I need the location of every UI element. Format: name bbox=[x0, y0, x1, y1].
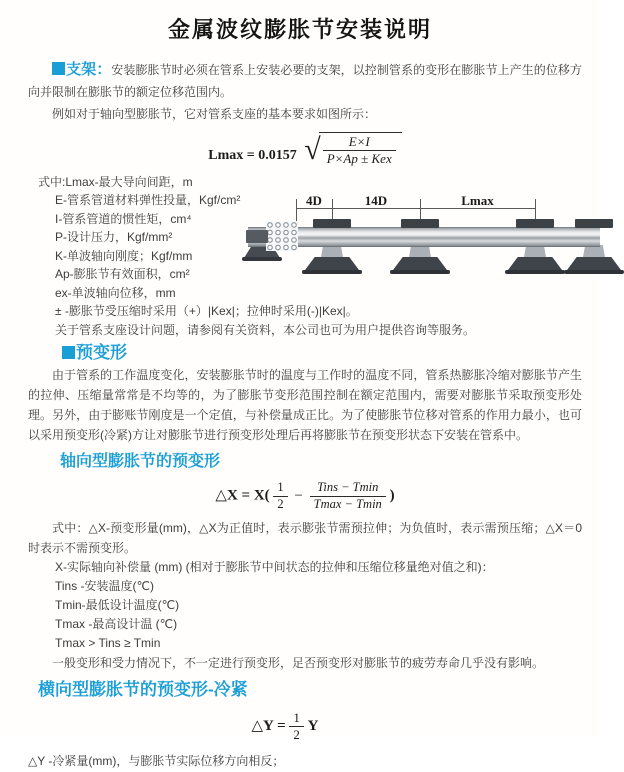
dimension-label-4d: 4D bbox=[306, 193, 322, 208]
pipe-support-diagram bbox=[246, 193, 600, 290]
axial-note-paragraph: 式中：△X-预变形量(mm)，△X为正值时，表示膨张节需预拉伸；为负值时，表示需预压缩；△X＝0时表示不需预变形。 bbox=[28, 520, 582, 555]
half-fraction-numerator: 1 bbox=[289, 711, 304, 727]
definition-line: ex-单波轴向位移，mm bbox=[55, 285, 176, 300]
support-intro-paragraph bbox=[28, 59, 582, 103]
axial-notes-list bbox=[28, 518, 582, 673]
axial-predeform-formula bbox=[28, 481, 582, 512]
lateral-formula-lhs: △Y = bbox=[251, 718, 286, 735]
temp-fraction-denominator: Tmax − Tmin bbox=[313, 497, 382, 512]
lateral-predeform-subheading: 横向型膨胀节的预变形-冷紧 bbox=[38, 679, 248, 699]
support-foot bbox=[302, 270, 362, 274]
blue-square-icon bbox=[62, 346, 75, 359]
predeform-heading-line bbox=[28, 343, 582, 363]
definition-line: P-设计压力，Kgf/mm² bbox=[55, 230, 173, 245]
support-foot bbox=[390, 270, 450, 274]
support-foot bbox=[505, 270, 565, 274]
radical-sign: √ bbox=[304, 132, 321, 166]
temp-fraction-numerator: Tins − Tmin bbox=[310, 481, 386, 497]
support-base bbox=[508, 257, 562, 270]
pipe bbox=[248, 227, 600, 247]
lateral-note-line: △Y -冷紧量(mm)，与膨胀节实际位移方向相反； bbox=[28, 754, 285, 769]
lmax-formula-lhs: Lmax = 0.0157 bbox=[208, 147, 297, 163]
support-example-line: 例如对于轴向型膨胀节，它对管系支座的基本要求如图所示： bbox=[52, 107, 377, 121]
anchor-support-icon bbox=[246, 230, 268, 243]
axial-formula-lhs: △X = X( bbox=[215, 487, 270, 504]
axial-note-line: X-实际轴向补偿量 (mm) (相对于膨胀节中间状态的拉伸和压缩位移量绝对值之和)： bbox=[55, 559, 494, 574]
definition-line: E-管系管道材料弹性投量，Kgf/cm² bbox=[55, 193, 241, 208]
blue-square-icon bbox=[52, 62, 65, 75]
pipe-clamp bbox=[575, 219, 613, 228]
pipe-clamp bbox=[516, 219, 554, 228]
predeform-body-paragraph: 由于管系的工作温度变化，安装膨胀节时的温度与工作时的温度不同，管系热膨胀冷缩对膨胀节产生的拉伸、压缩量常常是不均等的，为了膨胀节变形范围控制在额定范围内，需要对膨胀节采取预变形处理。另外，由于膨账节刚度是一个定值，与补偿量成正比。为了使膨胀节位移对管系的作用力最小，也可以采用预变形(冷紧)方让对膨胀节进行预变形处理后再将膨胀节在预变形状态下安装在管系中。 bbox=[28, 368, 582, 443]
bellows-expansion-joint-icon bbox=[266, 221, 298, 251]
support-base bbox=[567, 257, 621, 270]
axial-note-line: Tmax > Tins ≥ Tmin bbox=[55, 635, 161, 650]
predeform-section-heading: 预变形 bbox=[76, 343, 127, 363]
support-section bbox=[28, 59, 582, 772]
axial-formula-rhs: ) bbox=[389, 487, 395, 504]
support-section-heading: 支架： bbox=[66, 61, 112, 78]
sqrt-fraction-numerator: E×I bbox=[323, 135, 396, 151]
pipe-clamp bbox=[401, 219, 439, 228]
support-base bbox=[393, 257, 447, 270]
axial-note-line: Tmin-最低设计温度(℃) bbox=[55, 597, 180, 612]
support-foot bbox=[564, 270, 624, 274]
definition-line: I-管系管道的惯性矩，cm⁴ bbox=[55, 211, 192, 226]
square-root bbox=[304, 132, 401, 167]
half-fraction-numerator: 1 bbox=[273, 481, 287, 497]
page-title: 金属波纹膨胀节安装说明 bbox=[167, 17, 432, 42]
support-base bbox=[305, 257, 359, 270]
lmax-formula bbox=[28, 132, 582, 167]
lateral-predeform-formula bbox=[28, 711, 542, 743]
half-fraction-denominator: 2 bbox=[293, 727, 300, 743]
half-fraction-denominator: 2 bbox=[277, 497, 284, 512]
anchor-foot bbox=[242, 257, 282, 261]
minus-operator: − bbox=[294, 487, 303, 504]
definition-line: 式中:Lmax-最大导向间距，m bbox=[38, 174, 193, 189]
axial-note-line: Tmax -最高设计温 (℃) bbox=[55, 616, 178, 631]
consulting-note-line: 关于管系支座设计问题，请参阅有关资料，本公司也可为用户提供咨询等服务。 bbox=[55, 322, 476, 337]
support-intro-text: 安装膨胀节时必须在管系上安装必要的支架，以控制管系的变形在膨胀节上产生的位移方向并限制在膨胀节的额定位移范围内。 bbox=[28, 63, 582, 99]
dimension-label-14d: 14D bbox=[364, 193, 388, 208]
sqrt-fraction-denominator: P×Ap ± Kex bbox=[326, 151, 392, 167]
definition-line: ± -膨胀节受压缩时采用（+）|Kex|；拉伸时采用(-)|Kex|。 bbox=[55, 304, 358, 319]
axial-note-paragraph: 一般变形和受力情况下，不一定进行预变形，足否预变形对膨胀节的疲劳寿命几乎没有影响。 bbox=[52, 655, 545, 670]
pipe-clamp bbox=[313, 219, 351, 228]
definition-line: Ap-膨胀节有效面积，cm² bbox=[55, 267, 190, 282]
lateral-formula-rhs: Y bbox=[307, 718, 319, 735]
axial-predeform-subheading: 轴向型膨胀节的预变形 bbox=[60, 453, 221, 471]
axial-note-line: Tins -安装温度(℃) bbox=[55, 578, 155, 593]
dimension-label-lmax: Lmax bbox=[461, 193, 494, 208]
definition-line: K-单波轴向刚度；Kgf/mm bbox=[55, 248, 193, 263]
